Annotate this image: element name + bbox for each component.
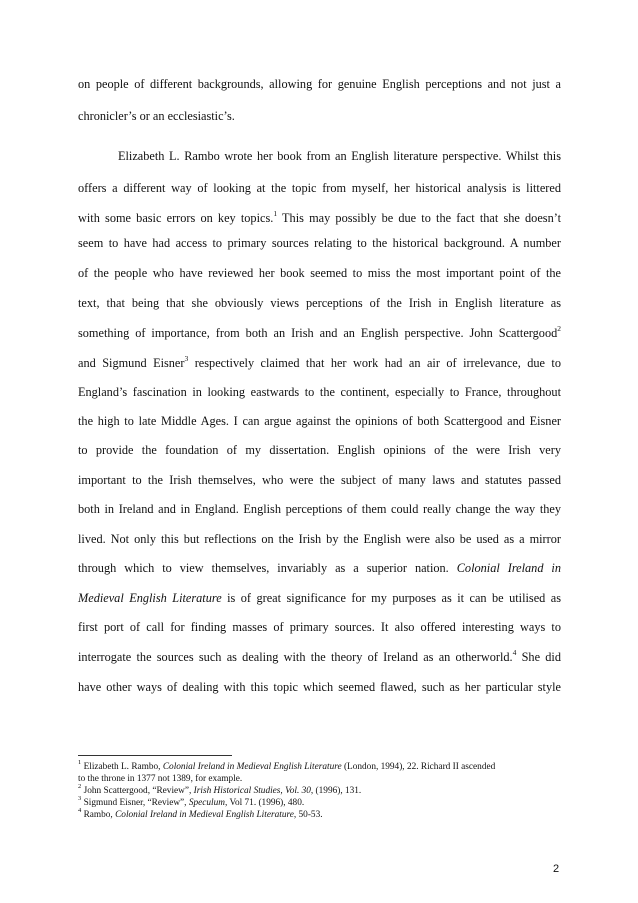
text-line: through which to view themselves, invariably as a superior nation. Colonial Ireland in — [78, 561, 561, 575]
footnote-1: $^1$ Elizabeth L. Rambo, Colonial Ireland in Medieval English Literature (London, 1994), 22. Richard II ascended — [78, 758, 496, 772]
text-line: lived. Not only this but reflections on the Irish by the English were also be used as a mirror — [78, 532, 561, 546]
text-line: text, that being that she obviously views perceptions of the Irish in English literature as — [78, 296, 561, 310]
text-line: Elizabeth L. Rambo wrote her book from an English literature perspective. Whilst this — [118, 149, 561, 163]
footnote-1-continued: to the throne in 1377 not 1389, for example. — [78, 774, 243, 784]
text-line: of the people who have reviewed her book seemed to miss the most important point of the — [78, 266, 561, 280]
text-line: to provide the foundation of my dissertation. English opinions of the were Irish very — [78, 443, 561, 457]
footnote-ref: 2 — [557, 323, 561, 333]
footnote-ref: 4 — [512, 647, 517, 657]
text-line: interrogate the sources such as dealing with the theory of Ireland as an otherworld.$^4$ She did — [78, 647, 561, 664]
footnote-4: $^4$ Rambo, Colonial Ireland in Medieval English Literature, 50-53. — [78, 806, 323, 820]
text-line: have other ways of dealing with this topic which seemed flawed, such as her particular style — [78, 680, 561, 694]
text-line: something of importance, from both an Irish and an English perspective. John Scattergood$^2$ — [78, 323, 561, 340]
text-line: offers a different way of looking at the topic from myself, her historical analysis is littered — [78, 181, 561, 195]
text-line: both in Ireland and in England. English perceptions of them could really change the way they — [78, 502, 561, 516]
text-line: chronicler’s or an ecclesiastic’s. — [78, 109, 235, 123]
text-line: on people of different backgrounds, allowing for genuine English perceptions and not just a — [78, 77, 561, 91]
text-line: the high to late Middle Ages. I can argue against the opinions of both Scattergood and Eisner — [78, 414, 561, 428]
text-line: with some basic errors on key topics.$^1$ This may possibly be due to the fact that she doesn’t — [78, 208, 562, 225]
footnote-divider — [78, 755, 232, 756]
page-number: 2 — [553, 863, 560, 875]
text-line: first port of call for finding masses of primary sources. It also offered interesting ways to — [78, 620, 561, 634]
text-line: seem to have had access to primary sources relating to the historical background. A number — [78, 236, 561, 250]
footnote-2: $^2$ John Scattergood, “Review”, Irish Historical Studies, Vol. 30, (1996), 131. — [78, 782, 362, 796]
footnote-ref: 3 — [184, 353, 189, 363]
text-line: England’s fascination in looking eastwards to the continent, especially to France, throughout — [78, 385, 561, 399]
footnote-ref: 1 — [273, 208, 278, 218]
text-line: Medieval English Literature is of great significance for my purposes as it can be utilised as — [78, 591, 561, 605]
text-line: and Sigmund Eisner$^3$ respectively claimed that her work had an air of irrelevance, due to — [78, 353, 561, 370]
footnote-3: $^3$ Sigmund Eisner, “Review”, Speculum, Vol 71. (1996), 480. — [78, 794, 305, 808]
text-line: important to the Irish themselves, who were the subject of many laws and statutes passed — [78, 473, 561, 487]
